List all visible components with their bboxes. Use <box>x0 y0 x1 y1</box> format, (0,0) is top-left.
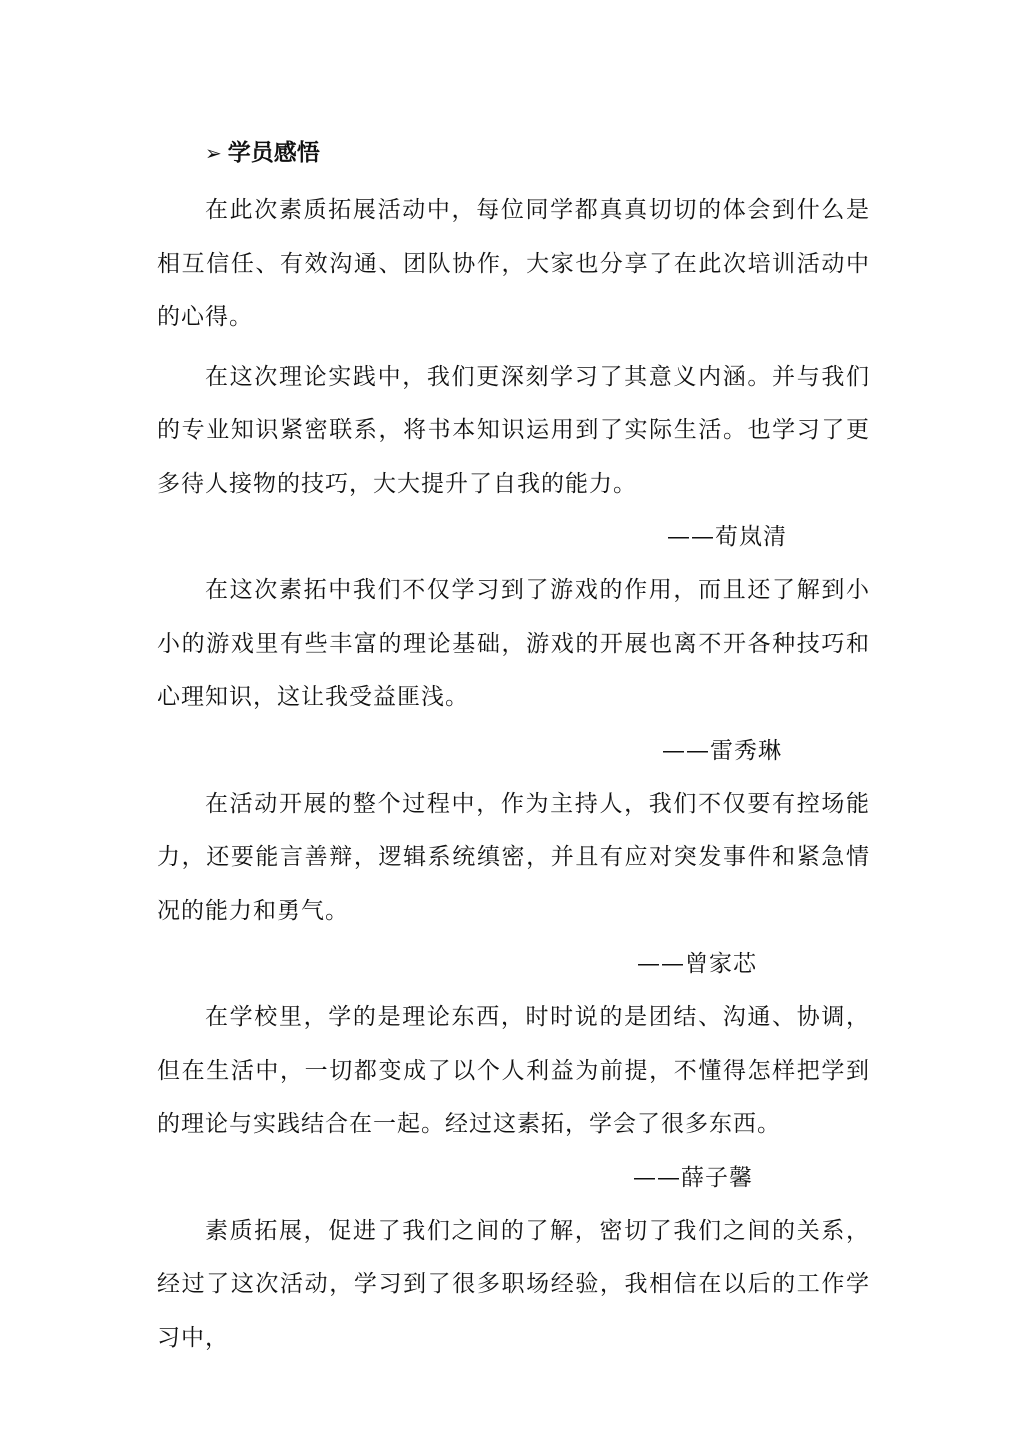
reflection-paragraph: 在这次理论实践中，我们更深刻学习了其意义内涵。并与我们的专业知识紧密联系，将书本知识运用到了实际生活。也学习了更多待人接物的技巧，大大提升了自我的能力。 <box>157 363 870 497</box>
reflection-paragraph: 在活动开展的整个过程中，作为主持人，我们不仅要有控场能力，还要能言善辩，逻辑系统缜密，并且有应对突发事件和紧急情况的能力和勇气。 <box>157 790 870 924</box>
section-heading <box>205 130 870 176</box>
document-page <box>157 130 870 1365</box>
reflection-paragraph: 在学校里，学的是理论东西，时时说的是团结、沟通、协调，但在生活中，一切都变成了以个人利益为前提，不懂得怎样把学到的理论与实践结合在一起。经过这素拓，学会了很多东西。 <box>157 1004 870 1137</box>
reflection-paragraph: 素质拓展，促进了我们之间的了解，密切了我们之间的关系，经过了这次活动，学习到了很多职场经验，我相信在以后的工作学习中， <box>157 1217 870 1351</box>
signature: ——薛子馨 <box>633 1164 753 1191</box>
arrow-bullet-icon: ➢ <box>205 141 222 165</box>
section-title: 学员感悟 <box>227 139 320 166</box>
reflection-paragraph: 在这次素拓中我们不仅学习到了游戏的作用，而且还了解到小小的游戏里有些丰富的理论基础，游戏的开展也离不开各种技巧和心理知识，这让我受益匪浅。 <box>157 577 870 710</box>
signature: ——曾家芯 <box>637 951 757 977</box>
signature: ——荀岚清 <box>667 524 787 550</box>
intro-paragraph: 在此次素质拓展活动中，每位同学都真真切切的体会到什么是相互信任、有效沟通、团队协作，大家也分享了在此次培训活动中的心得。 <box>157 197 870 330</box>
signature: ——雷秀琳 <box>662 737 782 764</box>
